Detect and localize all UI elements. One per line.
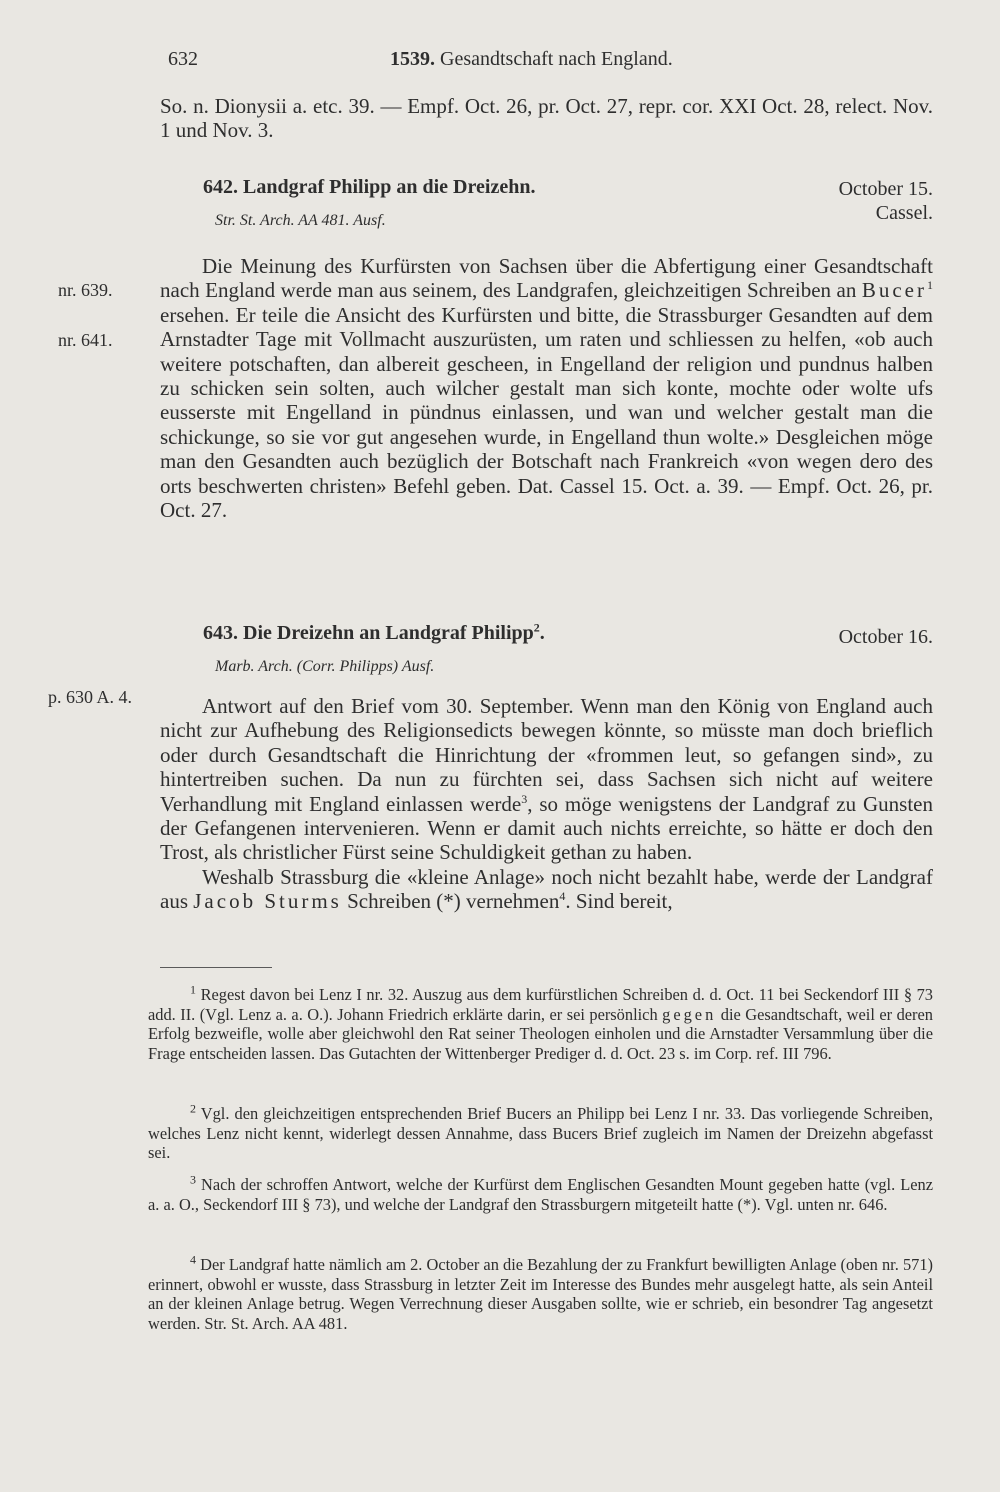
footnote-ref-2: 2 bbox=[533, 620, 540, 635]
margin-note-nr-641: nr. 641. bbox=[58, 330, 113, 350]
entry-642-body bbox=[160, 254, 933, 522]
entry-642-source: Str. St. Arch. AA 481. Ausf. bbox=[215, 212, 386, 229]
footnote-ref-1: 1 bbox=[927, 278, 933, 293]
footnote-2: $^2$ Vgl. den gleichzeitigen entsprechenden Brief Bucers an Philipp bei Lenz I nr. 33. Das vorliegende Schreiben, welches Lenz nicht kennt, widerlegt dessen Annahme, dass Bucers Brief zugleich im Namen der Dreizehn abgefasst sei. bbox=[148, 1101, 933, 1163]
emphasis-gegen: gegen bbox=[662, 1004, 717, 1024]
entry-642-date-place bbox=[790, 177, 933, 225]
footnote-ref-4: 4 bbox=[559, 889, 566, 904]
margin-note-nr-639: nr. 639. bbox=[58, 280, 113, 300]
entry-643-title: 643. Die Dreizehn an Landgraf Philipp$^2$. bbox=[203, 620, 545, 644]
entry-643-paragraph-2: Weshalb Strassburg die «kleine Anlage» noch nicht bezahlt habe, werde der Landgraf aus Jacob Sturms Schreiben (*) vernehmen$^4$. Sind bereit, bbox=[160, 864, 933, 914]
margin-note-p630: p. 630 A. 4. bbox=[48, 687, 133, 707]
page-number: 632 bbox=[168, 48, 198, 70]
entry-643-paragraph-1: Antwort auf den Brief vom 30. September. Wenn man den König von England auch nicht zur Aufhebung des Religionsedicts bewegen könnte, so müsste man doch brieflich oder durch Gesandtschaft die Hinrichtung der «frommen leut, so gefangen sind», zu hintertreiben suchen. Da nun zu fürchten sei, dass Sachsen sich nicht auf weitere Verhandlung mit England einlassen werde$^3$, so möge wenigstens der Landgraf zu Gunsten der Gefangenen intervenieren. Wenn er damit auch nichts erreichte, so hätte er doch den Trost, als christlicher Fürst seine Schuldigkeit gethan zu haben. bbox=[160, 694, 933, 865]
footnote-4: $^4$ Der Landgraf hatte nämlich am 2. October an die Bezahlung der zu Frankfurt bewilligten Anlage (oben nr. 571) erinnert, obwohl er wusste, dass Strassburg in letzter Zeit im Interesse des Bundes mehr ausgelegt hatte, als sein Anteil an der kleinen Anlage betrug. Wegen Verrechnung dieser Ausgaben sollte, wie er schrieb, ein besondrer Tag angesetzt werden. Str. St. Arch. AA 481. bbox=[148, 1252, 933, 1333]
running-header-title: Gesandtschaft nach England. bbox=[440, 48, 673, 70]
entry-642-title: 642. Landgraf Philipp an die Dreizehn. bbox=[203, 176, 536, 198]
entry-643-source: Marb. Arch. (Corr. Philipps) Ausf. bbox=[215, 658, 435, 675]
running-header-year: 1539. bbox=[390, 48, 435, 70]
footnote-ref-3: 3 bbox=[521, 791, 528, 806]
person-name-bucer: Bucer bbox=[861, 278, 927, 303]
entry-642-paragraph: Die Meinung des Kurfürsten von Sachsen über die Abfertigung einer Gesandtschaft nach England werde man aus seinem, des Landgrafen, gleichzeitigen Schreiben an Bucer$^1$ ersehen. Er teile die Ansicht des Kurfürsten und bitte, die Strassburger Gesandten auf dem Arnstadter Tage mit Vollmacht auszurüsten, um raten und schliessen zu helfen, «ob auch weitere potschaften, dan albereit gescheen, in Engelland der religion und pundnus halben zu schicken sein solten, auch wilcher gestalt man sich konte, mochte oder wolte ufs eusserste mit Engelland in pündnus einlassen, und wan und welcher gestalt man die schickunge, so sie vor gut angesehen wurde, in Engelland thun wolte.» Desgleichen möge man den Gesandten auch bezüglich der Botschaft nach Frankreich «von wegen dero des orts beschwerten christen» Befehl geben. Dat. Cassel 15. Oct. a. 39. — Empf. Oct. 26, pr. Oct. 27. bbox=[160, 254, 933, 523]
footnote-3: $^3$ Nach der schroffen Antwort, welche der Kurfürst dem Englischen Gesandten Mount gegeben hatte (vgl. Lenz a. a. O., Seckendorf III § 73), und welche der Landgraf den Strassburgern mitgeteilt hatte (*). Vgl. unten nr. 646. bbox=[148, 1172, 933, 1214]
previous-entry-tail: So. n. Dionysii a. etc. 39. — Empf. Oct. 26, pr. Oct. 27, repr. cor. XXI Oct. 28, relect. Nov. 1 und Nov. 3. bbox=[160, 94, 933, 143]
entry-643-date: October 16. bbox=[838, 626, 933, 648]
entry-642-date: October 15. bbox=[838, 178, 933, 200]
running-header bbox=[390, 48, 673, 71]
footnote-1: $^1$ Regest davon bei Lenz I nr. 32. Auszug aus dem kurfürstlichen Schreiben d. d. Oct. 11 bei Seckendorf III § 73 add. II. (Vgl. Lenz a. a. O.). Johann Friedrich erklärte darin, er sei persönlich gegen die Gesandtschaft, weil er deren Erfolg bezweifle, wolle aber gleichwohl den Rat seiner Theologen einholen und die Arnstadter Versammlung über die Frage entscheiden lassen. Das Gutachten der Wittenberger Prediger d. d. Oct. 23 s. im Corp. ref. III 796. bbox=[148, 982, 933, 1063]
entry-642-place: Cassel. bbox=[875, 202, 933, 224]
footnote-divider bbox=[160, 967, 272, 968]
person-name-jacob-sturm: Jacob Sturms bbox=[193, 889, 342, 914]
entry-643-body bbox=[160, 694, 933, 914]
